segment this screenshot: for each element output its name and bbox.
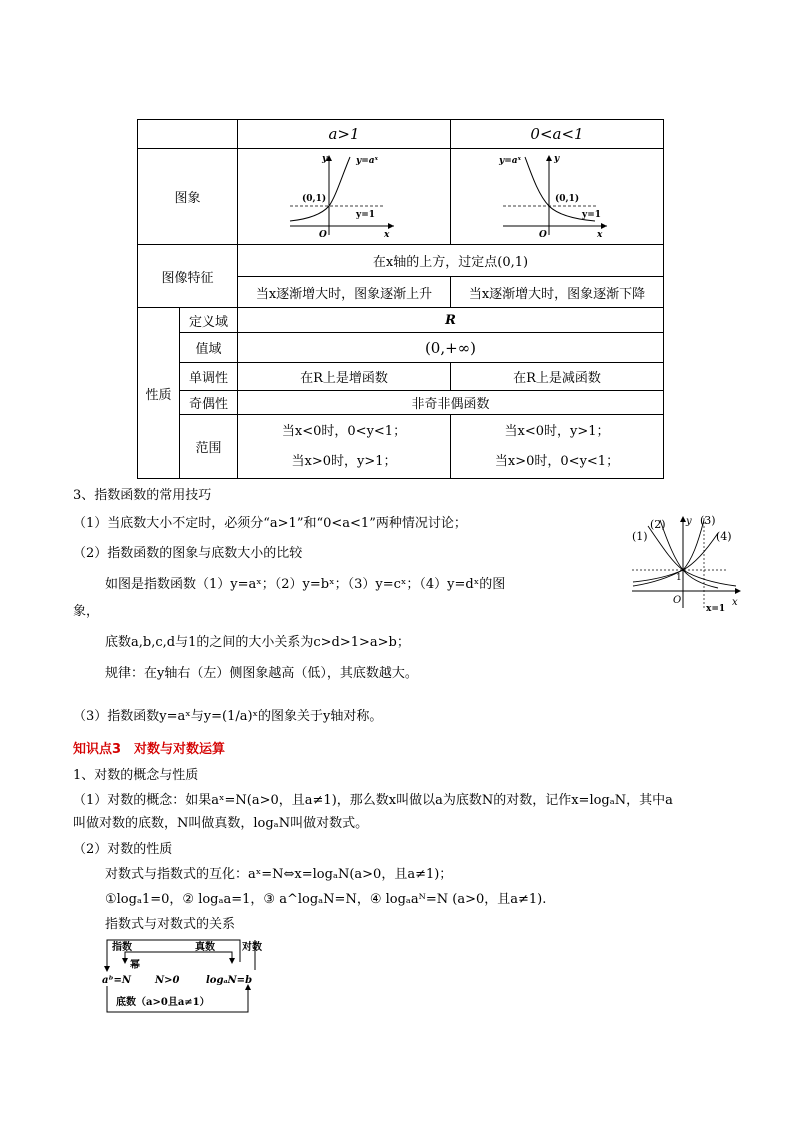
row-label-properties: 性质: [138, 308, 180, 479]
feature-right: 当x逐渐增大时，图象逐渐下降: [451, 277, 664, 308]
x-axis-arrow: [601, 223, 607, 229]
decreasing-exp-graph: [497, 151, 617, 239]
header-empty-cell: [138, 120, 238, 149]
label-zhenshu: 真数: [195, 942, 215, 953]
one-label: 1: [676, 573, 682, 583]
x-label: x: [732, 597, 738, 608]
label-4: (4): [716, 530, 732, 543]
exp-log-relation-diagram: [100, 936, 280, 1018]
label-mi: 幂: [130, 960, 140, 971]
real-bracket: [125, 952, 232, 962]
monotone-right: 在R上是减函数: [451, 363, 664, 391]
label-base: 底数（a>0且a≠1）: [116, 997, 210, 1008]
section3-p4: 底数a,b,c,d与1的之间的大小关系为c>d>1>a>b；: [105, 635, 410, 650]
section3-p5: 规律：在y轴右（左）侧图象越高（低），其底数越大。: [105, 666, 418, 681]
x-label: x: [597, 229, 603, 239]
hline-label: y=1: [356, 209, 376, 220]
origin-label: O: [319, 229, 327, 239]
section3-p2: （2）指数函数的图象与底数大小的比较: [73, 546, 303, 561]
row-label-feature: 图像特征: [138, 245, 238, 308]
row-label-graph: 图象: [138, 149, 238, 245]
feature-left: 当x逐渐增大时，图象逐渐上升: [238, 277, 451, 308]
section3-p1: （1）当底数大小不定时，必须分“a>1”和“0<a<1”两种情况讨论；: [73, 516, 467, 531]
increasing-curve: [290, 157, 350, 221]
origin-label: O: [673, 595, 682, 606]
domain-value: R: [238, 308, 664, 333]
curve-2: [660, 520, 718, 588]
label-zhishu: 指数: [112, 942, 132, 953]
label-2: (2): [650, 518, 666, 531]
curve-label: y=aˣ: [356, 155, 378, 166]
y-label: y: [322, 153, 328, 164]
section3-p6: （3）指数函数y=aˣ与y=(1/a)ˣ的图象关于y轴对称。: [73, 709, 383, 724]
scope-left-line1: 当x<0时，0<y<1；: [281, 423, 407, 439]
label-scope: 范围: [180, 415, 238, 479]
hline-label: y=1: [582, 209, 602, 220]
scope-left: [238, 415, 451, 479]
label-left-expr: aᵇ=N: [102, 975, 131, 986]
label-monotone: 单调性: [180, 363, 238, 391]
graph-decreasing-cell: [451, 149, 664, 245]
parity-value: 非奇非偶函数: [238, 391, 664, 415]
base-comparison-figure: [628, 508, 743, 613]
increasing-exp-graph: [284, 151, 404, 239]
origin-label: O: [539, 229, 547, 239]
exp-function-properties-table: [137, 119, 664, 479]
point-label: (0,1): [555, 193, 580, 204]
scope-right-line1: 当x<0时，y>1；: [504, 423, 610, 439]
scope-left-line2: 当x>0时，y>1；: [291, 453, 397, 469]
knowledge3-def2: 叫做对数的底数，N叫做真数，logₐN叫做对数式。: [73, 816, 369, 831]
y-label: y: [554, 153, 560, 164]
x1-label: x=1: [706, 604, 726, 613]
x-axis-arrow: [735, 588, 741, 594]
scope-right: [451, 415, 664, 479]
x-axis-arrow: [388, 223, 394, 229]
range-value: (0,+∞): [238, 333, 664, 363]
label-parity: 奇偶性: [180, 391, 238, 415]
monotone-left: 在R上是增函数: [238, 363, 451, 391]
y-axis-arrow: [546, 155, 552, 161]
knowledge3-relation: 指数式与对数式的关系: [105, 917, 236, 932]
feature-common: 在x轴的上方，过定点(0,1): [238, 245, 664, 277]
knowledge3-sub1: 1、对数的概念与性质: [73, 768, 199, 783]
header-a-between: 0<a<1: [451, 120, 664, 149]
label-1: (1): [632, 530, 648, 543]
knowledge3-def1: （1）对数的概念：如果aˣ=N(a>0，且a≠1)，那么数x叫做以a为底数N的对数，记作x=logₐN，其中a: [73, 793, 673, 808]
label-duishu: 对数: [242, 942, 262, 953]
x-label: x: [384, 229, 390, 239]
label-3: (3): [700, 514, 716, 527]
label-range: 值域: [180, 333, 238, 363]
section3-p3: 如图是指数函数（1）y=aˣ；（2）y=bˣ；（3）y=cˣ；（4）y=dˣ的图: [105, 577, 506, 592]
graph-increasing-cell: [238, 149, 451, 245]
knowledge3-prop-title: （2）对数的性质: [73, 842, 173, 857]
y-label: y: [686, 516, 692, 527]
section3-title: 3、指数函数的常用技巧: [73, 488, 212, 503]
header-a-gt-1: a>1: [238, 120, 451, 149]
knowledge3-prop1: 对数式与指数式的互化：aˣ=N⇔x=logₐN(a>0，且a≠1)；: [105, 867, 453, 882]
label-mid-expr: N>0: [155, 975, 180, 986]
label-right-expr: logₐN=b: [206, 975, 253, 986]
curve-label: y=aˣ: [499, 155, 521, 166]
scope-right-line2: 当x>0时，0<y<1；: [494, 453, 620, 469]
label-domain: 定义域: [180, 308, 238, 333]
knowledge3-prop2: ①logₐ1=0，② logₐa=1，③ a^logₐN=N，④ logₐaᴺ=N (a>0，且a≠1).: [105, 892, 547, 907]
section3-p3b: 象，: [73, 604, 100, 619]
point-label: (0,1): [302, 193, 327, 204]
knowledge3-heading: 知识点3 对数与对数运算: [73, 742, 226, 757]
